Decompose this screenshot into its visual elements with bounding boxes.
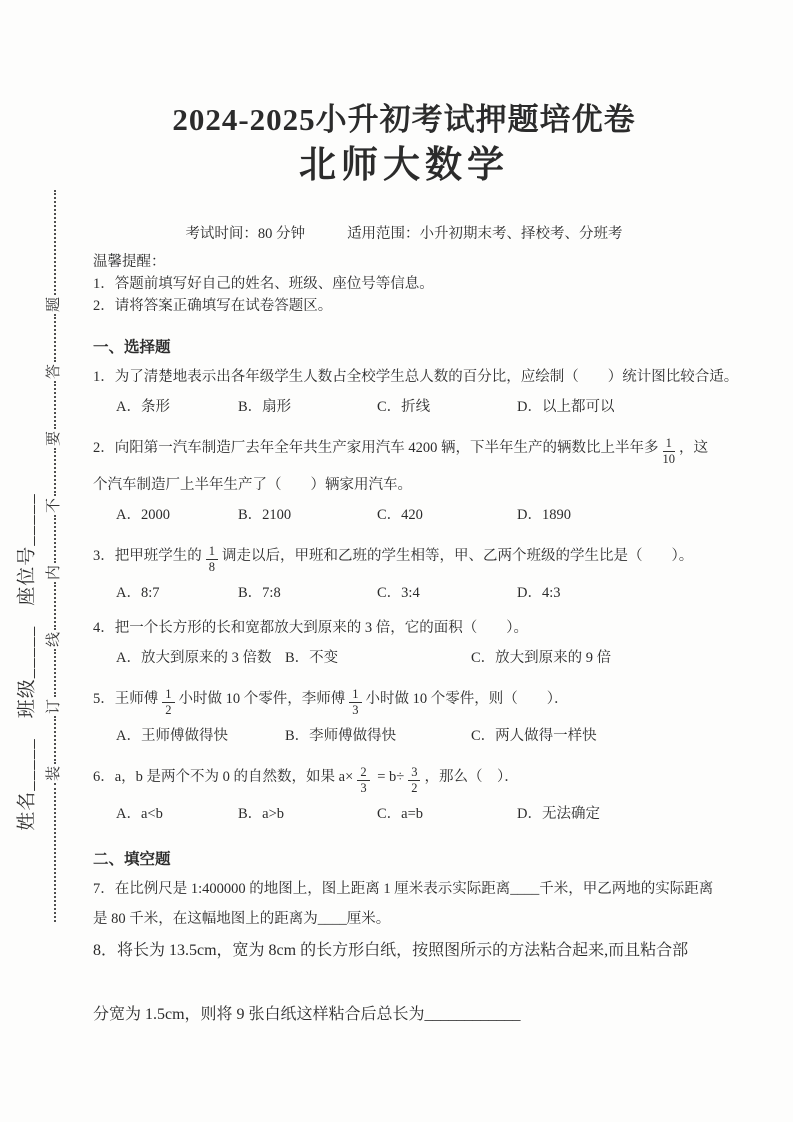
option: D．1890 bbox=[517, 507, 571, 523]
question-text: 是 80 千米，在这幅地图上的距离为____厘米。 bbox=[93, 911, 391, 927]
fraction-numerator: 1 bbox=[663, 437, 676, 452]
question-text: 个汽车制造厂上半年生产了（ ）辆家用汽车。 bbox=[93, 477, 412, 493]
option: C．折线 bbox=[377, 399, 431, 415]
question-text: 7．在比例尺是 1:400000 的地图上，图上距离 1 厘米表示实际距离____千米，甲乙两地的实际距离 bbox=[93, 881, 714, 897]
question-text: 2．向阳第一汽车制造厂去年全年共生产家用汽车 4200 辆，下半年生产的辆数比上半年多 bbox=[93, 440, 659, 456]
fraction bbox=[663, 437, 676, 466]
fraction bbox=[357, 766, 369, 795]
fraction-denominator: 3 bbox=[352, 703, 359, 717]
question-line bbox=[93, 613, 715, 643]
question-line bbox=[93, 1000, 715, 1030]
option: B．扇形 bbox=[238, 399, 292, 415]
option: B．7:8 bbox=[238, 585, 281, 601]
binding-char: 要 bbox=[46, 431, 63, 447]
option: D．无法确定 bbox=[517, 806, 600, 822]
dotted-line-segment bbox=[54, 314, 56, 362]
dotted-line-segment bbox=[54, 783, 56, 922]
binding-char: 装 bbox=[46, 766, 63, 782]
question bbox=[93, 756, 715, 829]
option: D．4:3 bbox=[517, 585, 561, 601]
option: A．2000 bbox=[116, 507, 170, 523]
fraction-denominator: 2 bbox=[165, 703, 172, 717]
fraction-numerator: 1 bbox=[162, 688, 174, 703]
notice-title: 温馨提醒： bbox=[93, 254, 166, 270]
option: C．3:4 bbox=[377, 585, 420, 601]
question bbox=[93, 427, 715, 530]
option: B．2100 bbox=[238, 507, 292, 523]
fraction bbox=[206, 545, 218, 574]
question bbox=[93, 362, 739, 422]
fraction-numerator: 1 bbox=[206, 545, 218, 560]
dotted-line-segment bbox=[54, 716, 56, 764]
fraction-numerator: 3 bbox=[408, 766, 420, 781]
binding-line bbox=[45, 190, 65, 922]
fraction-denominator: 3 bbox=[360, 781, 367, 795]
option: C．420 bbox=[377, 507, 423, 523]
fraction-denominator: 10 bbox=[662, 452, 675, 466]
option-row bbox=[93, 721, 715, 751]
dotted-line-segment bbox=[54, 649, 56, 697]
question-text: ，那么（ ）． bbox=[424, 769, 519, 785]
question-line bbox=[93, 362, 739, 392]
question-text: 小时做 10 个零件，李师傅 bbox=[178, 691, 346, 707]
option: A．王师傅做得快 bbox=[116, 728, 228, 744]
question bbox=[93, 613, 715, 673]
option: B．李师傅做得快 bbox=[285, 728, 397, 744]
option: B．不变 bbox=[285, 650, 339, 666]
question-text: = b÷ bbox=[373, 769, 405, 785]
option-row bbox=[93, 799, 715, 829]
option: A．8:7 bbox=[116, 585, 160, 601]
fraction bbox=[349, 688, 361, 717]
question-line bbox=[93, 678, 715, 721]
binding-char: 内 bbox=[46, 565, 63, 581]
fraction-denominator: 8 bbox=[208, 560, 215, 574]
question-line bbox=[93, 874, 715, 904]
question-text: 5．王师傅 bbox=[93, 691, 159, 707]
binding-char: 题 bbox=[46, 297, 63, 313]
binding-char: 答 bbox=[46, 364, 63, 380]
section-heading: 一、选择题 bbox=[93, 339, 171, 356]
question bbox=[93, 936, 715, 1030]
exam-duration: 考试时间：80 分钟 bbox=[185, 226, 306, 242]
dotted-line-segment bbox=[54, 582, 56, 630]
option: A．a<b bbox=[116, 806, 163, 822]
questions-area bbox=[93, 335, 739, 1030]
question-text: 小时做 10 个零件，则（ ）． bbox=[365, 691, 569, 707]
dotted-line-segment bbox=[54, 448, 56, 496]
question-line bbox=[93, 470, 715, 500]
question-text: 8．将长为 13.5cm，宽为 8cm 的长方形白纸，按照图所示的方法粘合起来,而且粘合部 bbox=[93, 942, 689, 959]
option: A．放大到原来的 3 倍数 bbox=[116, 650, 272, 666]
option-row bbox=[93, 500, 715, 530]
content bbox=[93, 0, 739, 1030]
option-row bbox=[93, 578, 715, 608]
fraction bbox=[162, 688, 174, 717]
section-heading: 二、填空题 bbox=[93, 851, 171, 868]
binding-char: 不 bbox=[46, 498, 63, 514]
question-text: 分宽为 1.5cm，则将 9 张白纸这样粘合后总长为____________ bbox=[93, 1006, 521, 1023]
fraction-numerator: 1 bbox=[349, 688, 361, 703]
dotted-line-segment bbox=[54, 381, 56, 429]
notice-item: 1．答题前填写好自己的姓名、班级、座位号等信息。 bbox=[93, 276, 434, 292]
exam-scope: 适用范围：小升初期末考、择校考、分班考 bbox=[347, 226, 623, 242]
dotted-line-segment bbox=[54, 515, 56, 563]
question-text: 3．把甲班学生的 bbox=[93, 548, 202, 564]
binding-char: 线 bbox=[46, 632, 63, 648]
question bbox=[93, 535, 715, 608]
exam-info-line bbox=[93, 224, 715, 244]
question-text: 1．为了清楚地表示出各年级学生人数占全校学生总人数的百分比，应绘制（ ）统计图比较合适。 bbox=[93, 369, 739, 385]
question-text: 调走以后，甲班和乙班的学生相等，甲、乙两个班级的学生比是（ ）。 bbox=[222, 548, 694, 564]
question bbox=[93, 874, 715, 934]
option: D．以上都可以 bbox=[517, 399, 615, 415]
fraction bbox=[408, 766, 420, 795]
question-line bbox=[93, 904, 715, 934]
question-line bbox=[93, 535, 715, 578]
question-line bbox=[93, 427, 715, 470]
option: C．两人做得一样快 bbox=[471, 728, 597, 744]
option-row bbox=[93, 643, 715, 673]
fraction-denominator: 2 bbox=[411, 781, 418, 795]
question bbox=[93, 678, 715, 751]
question-line bbox=[93, 936, 715, 966]
option: C．a=b bbox=[377, 806, 424, 822]
option: A．条形 bbox=[116, 399, 170, 415]
question-line bbox=[93, 756, 715, 799]
dotted-line-segment bbox=[54, 190, 56, 295]
question-text: 6．a，b 是两个不为 0 的自然数，如果 a× bbox=[93, 769, 354, 785]
option: C．放大到原来的 9 倍 bbox=[471, 650, 612, 666]
question-text: 4．把一个长方形的长和宽都放大到原来的 3 倍，它的面积（ ）。 bbox=[93, 620, 528, 636]
question-text: ，这 bbox=[679, 440, 708, 456]
fraction-numerator: 2 bbox=[357, 766, 369, 781]
page-title: 2024-2025小升初考试押题培优卷 bbox=[172, 102, 636, 137]
notice-item: 2．请将答案正确填写在试卷答题区。 bbox=[93, 298, 333, 314]
option-row bbox=[93, 392, 715, 422]
binding-char: 订 bbox=[46, 699, 63, 715]
student-info-strip bbox=[4, 452, 46, 872]
option: B．a>b bbox=[238, 806, 285, 822]
page-subtitle: 北师大数学 bbox=[299, 145, 509, 186]
student-info-fields: 姓名_____ 班级_____ 座位号_____ bbox=[16, 493, 38, 831]
